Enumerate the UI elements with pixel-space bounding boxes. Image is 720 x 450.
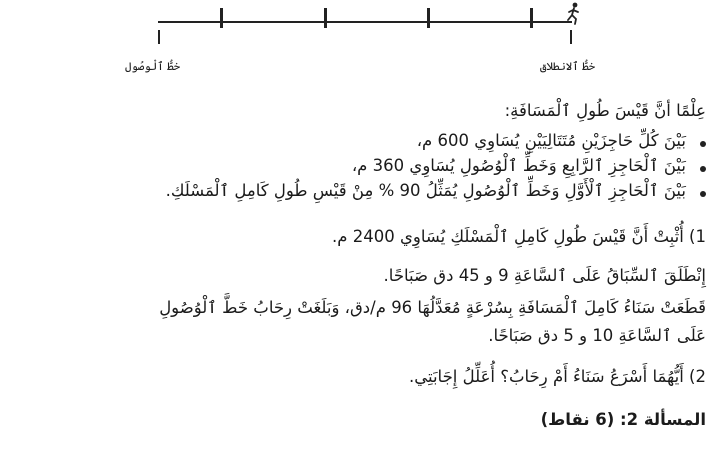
hurdle-marker <box>427 8 430 28</box>
intro-text: عِلْمًا أنَّ قَيْسَ طُولِ ٱلْمَسَافَةِ: <box>504 101 706 120</box>
runner-icon <box>564 2 582 26</box>
bullet-item: بَيْنَ كُلِّ حَاجِزَيْنِ مُتَتَالِيَيْنِ يُسَاوِي 600 م، <box>416 131 686 150</box>
start-line-label: خطُّ ٱلانطلاق <box>540 60 596 73</box>
bullet-dot <box>700 141 706 147</box>
paragraph-speeds-line-2: عَلَى ٱلسَّاعَةِ 10 و 5 دق صَبَاحًا. <box>488 326 706 345</box>
paragraph-start-time: إِنْطَلَقَ ٱلسِّبَاقُ عَلَى ٱلسَّاعَةِ 9 و 45 دق صَبَاحًا. <box>383 266 706 285</box>
hurdle-marker <box>220 8 223 28</box>
finish-line-marker <box>158 30 160 44</box>
bullet-dot <box>700 166 706 172</box>
race-diagram <box>0 0 720 80</box>
bullet-item: بَيْنَ ٱلْحَاجِزِ ٱلرَّابِعِ وَخَطِّ ٱلْوُصُولِ يُسَاوِي 360 م، <box>351 156 686 175</box>
question-2: 2) أَيُّهُمَا أَسْرَعُ سَنَاءُ أَمْ رِحَابُ؟ أُعَلِّلُ إِجَابَتِي. <box>408 367 706 386</box>
hurdle-marker <box>530 8 533 28</box>
start-line-marker <box>570 30 572 44</box>
question-1: 1) أُثْبِتْ أَنَّ قَيْسَ طُولِ كَامِلِ ٱلْمَسْلَكِ يُسَاوِي 2400 م. <box>332 227 706 246</box>
paragraph-speeds-line-1: قَطَعَتْ سَنَاءُ كَامِلَ ٱلْمَسَافَةِ بِسُرْعَةٍ مُعَدَّلُهَا 96 م/دق، وَبَلَغَتْ رِحَابُ خَطَّ ٱلْوُصُولِ <box>159 298 706 317</box>
bullet-item: بَيْنَ ٱلْحَاجِزِ ٱلْأَوَّلِ وَخَطِّ ٱلْوُصُولِ يُمَثِّلُ 90 % مِنْ قَيْسِ طُولِ كَامِلِ ٱلْمَسْلَكِ. <box>165 181 686 200</box>
finish-line-label: خطُّ ٱلْوصُول <box>125 60 181 73</box>
bullet-dot <box>700 191 706 197</box>
problem-2-heading: المسألة 2: (6 نقاط) <box>540 410 706 429</box>
hurdle-marker <box>324 8 327 28</box>
